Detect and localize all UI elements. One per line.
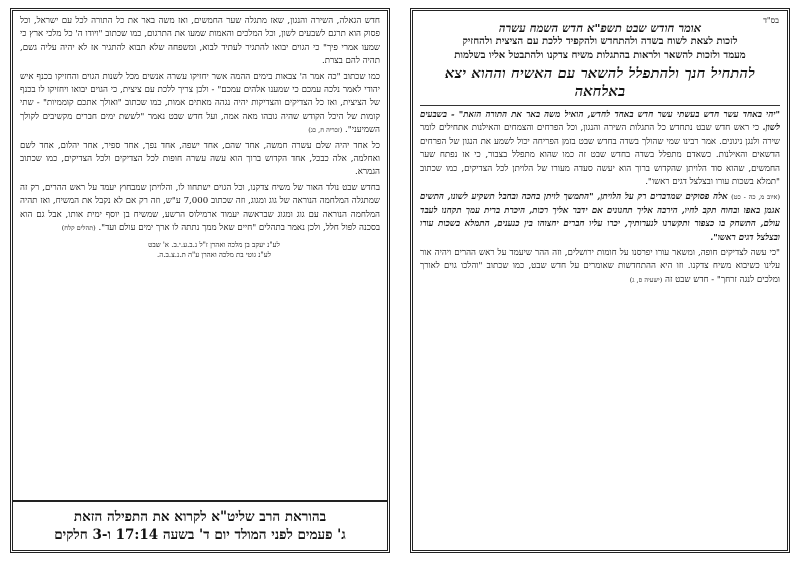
left-ref-1: (זכריה ח, כג) — [308, 126, 343, 135]
dedications — [20, 240, 368, 260]
subtitle-1: לזכות לצאת לשוח בשדה ולהתחדש ולהקפיד ללכת עם הציצית ולהחזיק — [462, 36, 738, 47]
right-paragraph-1-lead: "יהי באחד עשר חדש בעשתי עשר חדש באחד לחדש, הואיל משה באר את התורה הזאת" - בשבעים לשון. — [420, 110, 780, 134]
instruction-box — [13, 500, 387, 550]
instruction-line-2: ג' פעמים לפני המולד יום ד' בשעה 17:14 ו-3 חלקים — [54, 527, 346, 543]
right-paragraph-1-text: כי ראש חדש שבט נתחדש כל התגלות השירה והנגון, וכל הפרחים והצמחים והאילנות אתחילים לומר שירה ולנגן ניגונים. אמר רבינו שמי שהולך בשדה בחדש שבט בזמן הפריחה יכול לשמע את הנגון של הפרחים הדשאים והאילנות. כשאדם מתפלל בשדה בחדש שבט זה כמו שהוא מתפלל בצבור, כי אז נפתח שער החמשים, שהוא סוד הלויתן שהקדוש ברוך הוא יעשה סעדה מעורו של הלויתן לכל הצדיקים, כמו שכתוב "תמלא בשכות עורו ובצלצל דגים ראשו". — [420, 123, 780, 188]
right-paragraph-1 — [420, 109, 780, 189]
right-paragraph-3 — [420, 247, 780, 287]
left-paragraph-2-text: כמו שכתוב "כה אמר ה' צבאות בימים ההמה אשר יחזיקו עשרה אנשים מכל לשנות הגוים והחזיקו בכנף איש יהודי לאמר נלכה עמכם כי שמענו אלהים עמכם" - ולכן צריך ללכת עם ציצית, כי הגוים יבואו ויחזיקו לו בכנף של הציצית, ואז כל הצדיקים והצדיקות יהיה נגהה מאתים אמות, כמו שכתוב "ואולך אתכם קוממיות" - שתי קומות של היכל הקודש שהיה גובהו מאה אמה, ועל חדש שבט נאמר "לששת ימים חברים מקשיבים לקולך השמיעני". — [20, 71, 380, 136]
left-paragraph-4-text: בחדש שבט נולד האור של משיח צדקנו, וכל הגוים ישתחוו לו, והלויתן שמבחוץ יעמד על ראש ההרים, רק זה שמתגלה המלחמה הנוראה של גוג ומגוג, וזה שכתוב 7,000 ע"ש, וזה רק אם לא נקבל את המשיח, ואז תהיה המלחמה הנוראה עם גוג ומגוג שבראשה יעמוד ארמילוס הרשע, שמשיח בן יוסף ימית אותו, אבל גם הוא בסכנה לפול חלל, ולכן נאמר בתהלים "חיים שאל ממך נתתה לו ארך ימים עולם ועד". — [20, 182, 380, 234]
right-paragraph-2-text: אלה פסוקים שמדברים רק על הלויתן, "התמשך לויתן בחכה ובחבל תשקיע לשונו, התשים אגמן באפו ובחוח תקב לחיו, הירבה אליך תחנונים אם ידבר אליך רכות, היכרת ברית עמך תקחנו לעבד עולם, התשחק בו כצפור ותקשרנו לנערותיך, יכרו עליו חברים יחצוהו בין כנענים, התמלא בשכות עורו ובצלצל דגים ראשו". — [420, 192, 780, 243]
instruction-line-1: בהוראת הרב שליט"א לקרוא את התפילה הזאת — [73, 509, 327, 525]
page-title: להתחיל חנך ולהתפלל להשאר עם האשיח וההוא יצא באלחאה — [444, 65, 756, 100]
right-paragraph-3-text: "כי עשה לצדיקים חופה, ומשאר עורו יפרסנו על חומות ירושלים, וזה ההר שיעמד על ראש ההרים ויהיה אור עלינו כשיבוא משיח צדקנו. וזו היא ההתחדשות שאומרים על חדש שבט, כמו שכתוב "והלכו גוים לאורך ומלכים לנגה זרחך" - חדש שבט זה — [420, 248, 780, 285]
right-page — [410, 8, 790, 553]
dedication-1: לע"נ יעקב בן מלכה ואהרן ז"ל נ.ב.ע.י.ב. א' שבט — [148, 240, 280, 249]
dedication-2: לע"נ גוטי בת מלכה ואהרן ע"ה ת.נ.צ.ב.ה. — [157, 250, 271, 259]
right-paragraph-2 — [420, 191, 780, 245]
month-header: אומר חודש שבט תשפ"א חדש השמח עשרה — [498, 21, 702, 35]
left-paragraph-3 — [20, 140, 380, 180]
left-paragraph-3-text: כל אחד יהיה שלם עשרה חמשה, אחד שהם, אחד ישפה, אחד נפך, אחד ספיר, אחד יהלום, אחד לשם ואחלמה, אלה כבכל, אחד הקדוש ברוך הוא עשה עשרה חופות לכל הצדיקים ולכל הצדיקים, כמו שכתוב הגמרא. — [20, 140, 380, 178]
title-divider — [420, 105, 780, 106]
left-page — [10, 8, 390, 553]
right-ref-2: (ישעיה ס, ג) — [629, 275, 663, 284]
left-paragraph-1-text: חדש הגאלה, השירה והנגון, שאז מתגלה שער החמשים, ואז משה באר את כל התורה לכל עם ישראל, וכל פסוק הוא תרגם לשבעים לשון, וכל המלכים והאמות שמעו את התרגום, כמו שכתוב "ויודו ה' כל מלכי ארץ כי שמעו אמרי פיך" כי הגוים יבואו להתגיר לעתיד לבוא, ומשפחה שלא תבוא להתגיר אז לא יהיה עליה גשם, תהיה להם בצרת. — [20, 16, 380, 67]
left-paragraph-1 — [20, 15, 380, 69]
subtitle-2: מעמד ולזכות להשאר ולראות בהתגלות משיח צדקנו ולהתבטל אליו בשלמות — [454, 49, 746, 61]
right-ref-1: (איוב מ, כה - כט) — [731, 193, 780, 202]
left-paragraph-4 — [20, 182, 380, 236]
bsd-mark: בס"ד — [763, 16, 779, 25]
left-paragraph-2 — [20, 71, 380, 138]
left-ref-2: (תהלים קלח) — [61, 224, 96, 233]
